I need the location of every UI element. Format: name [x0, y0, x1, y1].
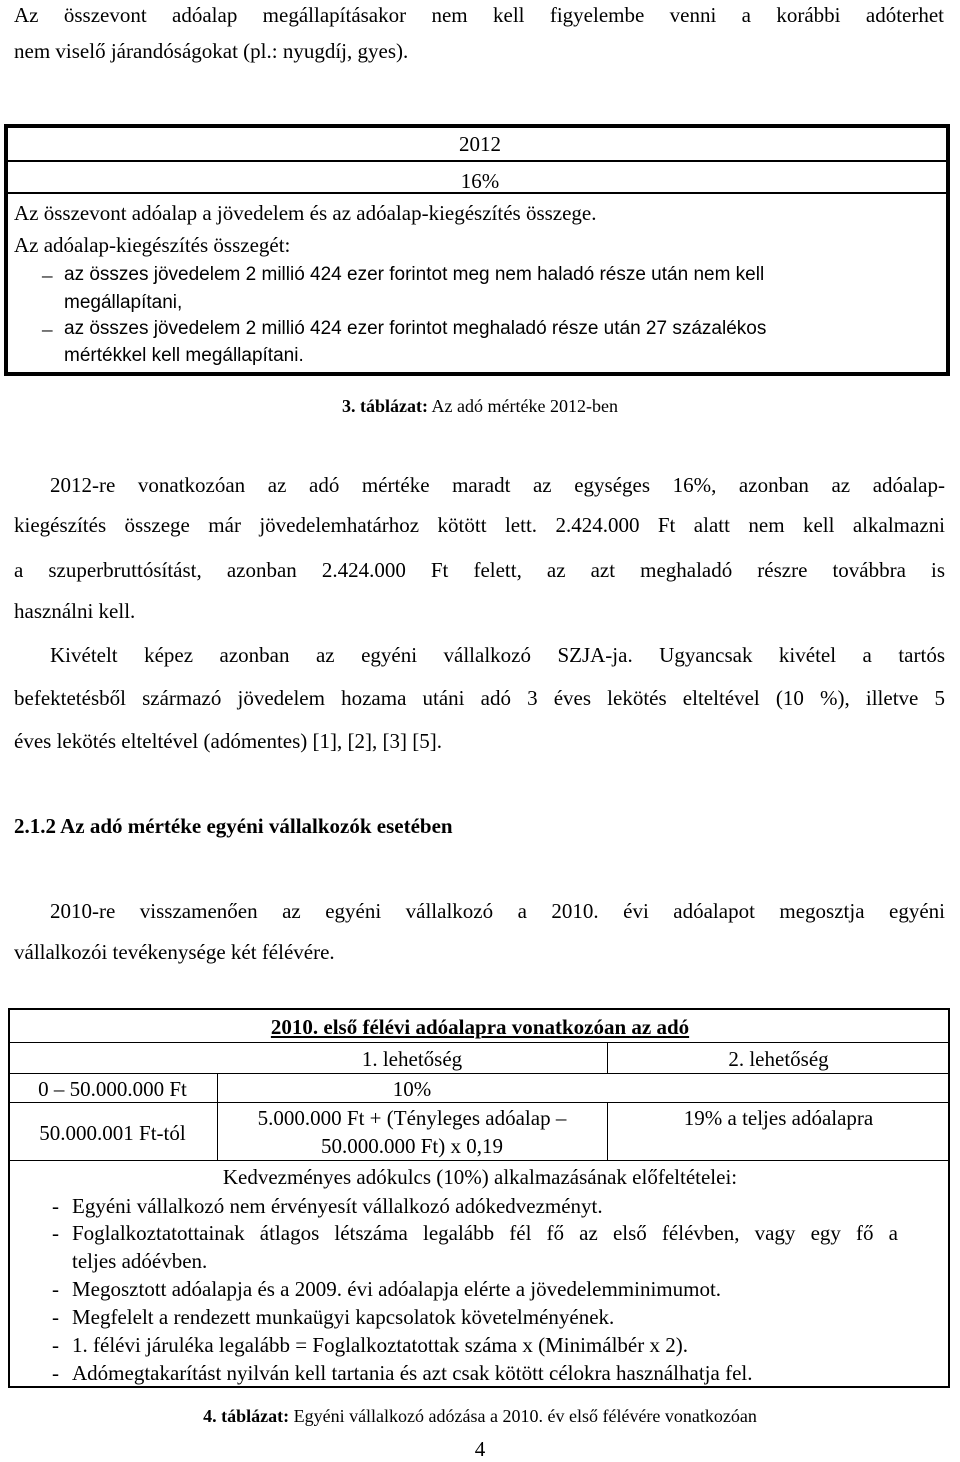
- table1-item1-line1: az összes jövedelem 2 millió 424 ezer forintot meg nem haladó része után nem kell: [64, 264, 765, 285]
- table2-row2-opt1-line2: 50.000.000 Ft) x 0,19: [320, 1134, 503, 1158]
- condition-bullet: -: [52, 1194, 59, 1218]
- table2-row2-label: 50.000.001 Ft-tól: [39, 1121, 186, 1145]
- caption-label: 3. táblázat:: [342, 396, 429, 416]
- condition-item: Megosztott adóalapja és a 2009. évi adóalapja elérte a jövedelemminimumot.: [72, 1277, 722, 1301]
- table-caption-4: [0, 1405, 960, 1427]
- table1-item2-line1: az összes jövedelem 2 millió 424 ezer forintot meghaladó része után 27 százalékos: [64, 318, 767, 339]
- table2-row1-label: 0 – 50.000.000 Ft: [38, 1077, 187, 1101]
- condition-bullet: -: [52, 1277, 59, 1301]
- para2-line2: befektetésből származó jövedelem hozama utáni adó 3 éves lekötés elteltével (10 %), illetve 5: [14, 686, 945, 710]
- para2-line1: Kivételt képez azonban az egyéni vállalkozó SZJA-ja. Ugyancsak kivétel a tartós: [50, 643, 945, 667]
- table1-item1-dash: –: [42, 263, 53, 287]
- table1-description: Az összevont adóalap a jövedelem és az adóalap-kiegészítés összege.: [14, 201, 597, 225]
- table2-row2-opt1-line1: 5.000.000 Ft + (Tényleges adóalap –: [257, 1106, 567, 1130]
- table2-row2-opt2: 19% a teljes adóalapra: [683, 1106, 874, 1130]
- table2-option1: 1. lehetőség: [361, 1047, 463, 1071]
- para3-line1: 2010-re visszamenően az egyéni vállalkozó a 2010. évi adóalapot megosztja egyéni: [50, 899, 945, 923]
- condition-item: Megfelelt a rendezett munkaügyi kapcsolatok követelményének.: [72, 1305, 615, 1329]
- intro-line-2: nem viselő járandóságokat (pl.: nyugdíj, gyes).: [14, 39, 409, 63]
- condition-item: Adómegtakarítást nyilván kell tartania és azt csak kötött célokra használhatja fel.: [72, 1361, 753, 1385]
- table2-row1-value: 10%: [392, 1077, 432, 1101]
- para1-line3: a szuperbruttósítást, azonban 2.424.000 Ft felett, az azt meghaladó részre továbbra is: [14, 558, 945, 582]
- condition-item: Egyéni vállalkozó nem érvényesít vállalkozó adókedvezményt.: [72, 1194, 603, 1218]
- table1-item1-line2: megállapítani,: [64, 292, 183, 313]
- section-heading: 2.1.2 Az adó mértéke egyéni vállalkozók esetében: [14, 814, 453, 838]
- table2-title: [0, 1014, 960, 1040]
- caption-label: 4. táblázat:: [203, 1406, 290, 1426]
- condition-item-continued: teljes adóévben.: [72, 1249, 208, 1273]
- table2-conditions-title: Kedvezményes adókulcs (10%) alkalmazásának előfeltételei:: [222, 1165, 738, 1189]
- table2-title-text: 2010. első félévi adóalapra vonatkozóan az adó: [270, 1015, 690, 1039]
- table1-item2-dash: –: [42, 317, 53, 341]
- condition-bullet: -: [52, 1221, 59, 1245]
- caption-text: Egyéni vállalkozó adózása a 2010. év első félévére vonatkozóan: [293, 1406, 757, 1426]
- table2-option2: 2. lehetőség: [728, 1047, 829, 1071]
- condition-bullet: -: [52, 1361, 59, 1385]
- para1-line2: kiegészítés összege már jövedelemhatárhoz kötött lett. 2.424.000 Ft alatt nem kell alkalmazni: [14, 513, 945, 537]
- table1-supplement-intro: Az adóalap-kiegészítés összegét:: [14, 233, 291, 257]
- condition-item: Foglalkoztatottainak átlagos létszáma legalább fél fő az első félévben, vagy egy fő a: [72, 1221, 898, 1245]
- table1-year: 2012: [459, 132, 501, 156]
- para1-line4: használni kell.: [14, 599, 136, 623]
- condition-bullet: -: [52, 1305, 59, 1329]
- para3-line2: vállalkozói tevékenysége két félévére.: [14, 940, 335, 964]
- para2-line3: éves lekötés elteltével (adómentes) [1], [2], [3] [5].: [14, 729, 442, 753]
- table1-rate: 16%: [460, 169, 500, 193]
- table1-item2-line2: mértékkel kell megállapítani.: [64, 345, 304, 366]
- page-number: 4: [474, 1437, 486, 1461]
- caption-text: Az adó mértéke 2012-ben: [431, 396, 618, 416]
- para1-line1: 2012-re vonatkozóan az adó mértéke maradt az egységes 16%, azonban az adóalap-: [50, 473, 945, 497]
- condition-bullet: -: [52, 1333, 59, 1357]
- condition-item: 1. félévi járuléka legalább = Foglalkoztatottak száma x (Minimálbér x 2).: [72, 1333, 688, 1357]
- table-caption-3: [0, 395, 960, 417]
- intro-line-1: Az összevont adóalap megállapításakor nem kell figyelembe venni a korábbi adóterhet: [14, 3, 944, 27]
